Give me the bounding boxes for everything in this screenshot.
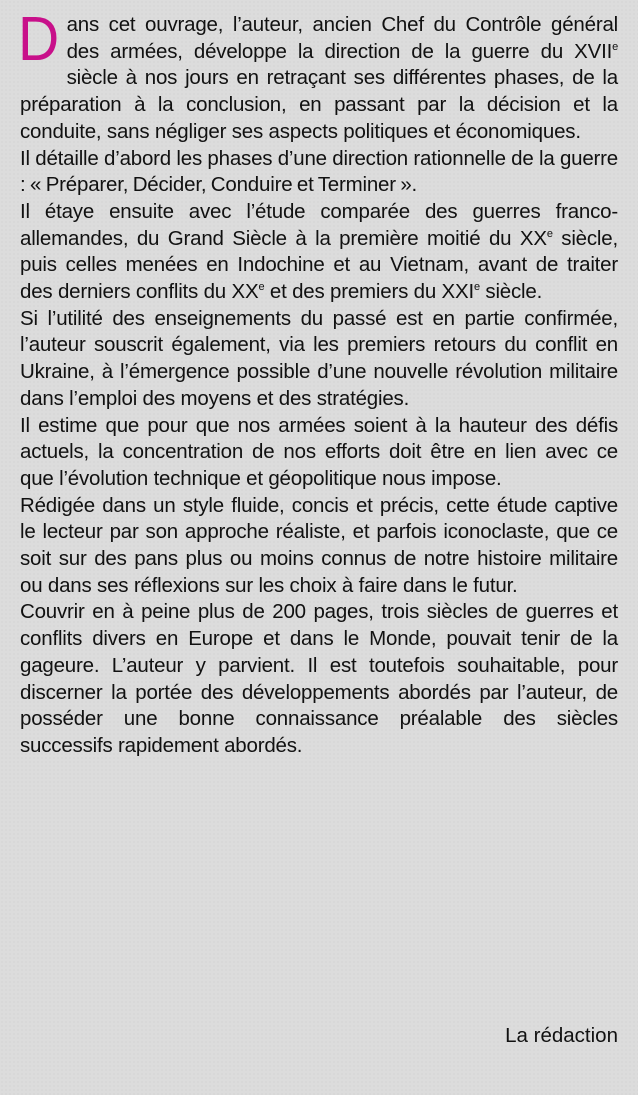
superscript-e: e (612, 40, 618, 53)
paragraph-4: Si l’utilité des enseignements du passé est en partie confirmée, l’auteur souscrit également, via les premiers retours du conflit en Ukraine, à l’émergence possible d’une nouvelle révolution militaire dans l’emploi des moyens et des stratégies. (20, 306, 618, 410)
superscript-e: e (546, 227, 553, 240)
paragraph-2: Il détaille d’abord les phases d’une direction rationnelle de la guerre : « Préparer, Décider, Conduire et Terminer ». (20, 146, 618, 197)
signature: La rédaction (505, 1024, 618, 1047)
drop-cap: D (18, 5, 60, 74)
paragraph-1: D ans cet ouvrage, l’auteur, ancien Chef du Contrôle général des armées, développe la direction de la guerre du XVIIe siècle à nos jours en retraçant ses différentes phases, de la préparation à la conclusion, en passant par la décision et la conduite, sans négliger ses aspects politiques et économiques. (18, 5, 618, 143)
superscript-e: e (473, 281, 480, 294)
book-review-article (18, 5, 618, 760)
paragraph-3: Il étaye ensuite avec l’étude comparée des guerres franco-allemandes, du Grand Siècle à la première moitié du XXe siècle, puis celles menées en Indochine et au Vietnam, avant de traiter des derniers conflits du XXe et des premiers du XXIe siècle. (20, 199, 618, 304)
paragraph-7: Couvrir en à peine plus de 200 pages, trois siècles de guerres et conflits divers en Europe et dans le Monde, pouvait tenir de la gageure. L’auteur y parvient. Il est toutefois souhaitable, pour discerner la portée des développements abordés par l’auteur, de posséder une bonne connaissance préalable des siècles successifs rapidement abordés. (20, 600, 618, 757)
paragraph-6: Rédigée dans un style fluide, concis et précis, cette étude captive le lecteur par son approche réaliste, et parfois iconoclaste, que ce soit sur des pans plus ou moins connus de notre histoire militaire ou dans ses réflexions sur les choix à faire dans le futur. (20, 493, 618, 597)
superscript-e: e (258, 281, 265, 294)
paragraph-5: Il estime que pour que nos armées soient à la hauteur des défis actuels, la concentration de nos efforts doit être en lien avec ce que l’évolution technique et géopolitique nous impose. (20, 413, 618, 490)
